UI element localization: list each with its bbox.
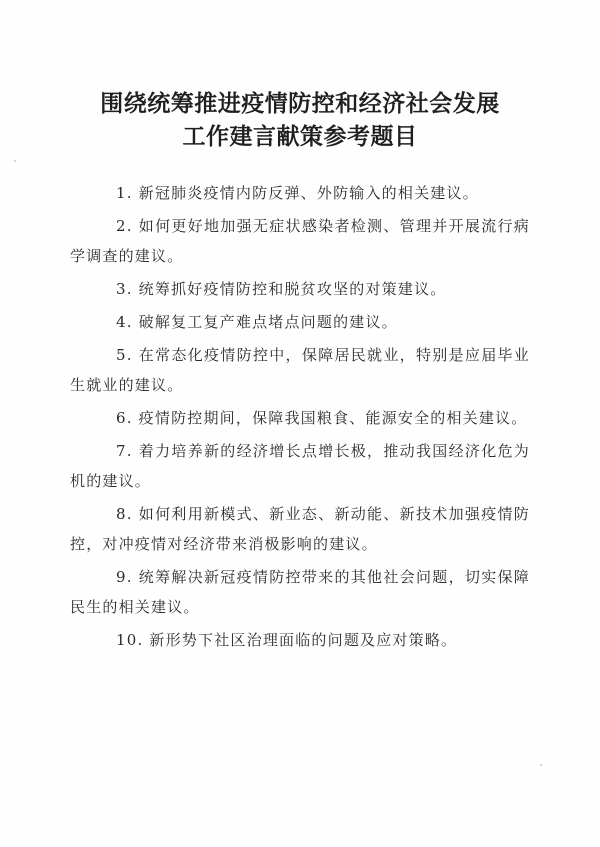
- topic-item-4: 4. 破解复工复产难点堵点问题的建议。: [116, 313, 398, 331]
- topic-item-7: 7. 着力培养新的经济增长点增长极，推动我国经济化危为机的建议。: [70, 442, 530, 490]
- document-title-line-1: 围绕统筹推进疫情防控和经济社会发展: [100, 90, 500, 117]
- scan-speck: [14, 160, 16, 162]
- topic-item-6: 6. 疫情防控期间，保障我国粮食、能源安全的相关建议。: [116, 409, 528, 427]
- topic-item-3: 3. 统筹抓好疫情防控和脱贫攻坚的对策建议。: [116, 280, 447, 298]
- topic-item-9: 9. 统筹解决新冠疫情防控带来的其他社会问题，切实保障民生的相关建议。: [70, 568, 530, 616]
- topic-item-8: 8. 如何利用新模式、新业态、新动能、新技术加强疫情防控，对冲疫情对经济带来消极影响的建议。: [70, 505, 530, 553]
- topic-item-10: 10. 新形势下社区治理面临的问题及应对策略。: [116, 631, 458, 649]
- document-title-line-2: 工作建言献策参考题目: [182, 123, 418, 150]
- topic-item-2: 2. 如何更好地加强无症状感染者检测、管理并开展流行病学调查的建议。: [70, 217, 530, 265]
- topic-item-5: 5. 在常态化疫情防控中，保障居民就业，特别是应届毕业生就业的建议。: [70, 346, 530, 394]
- topic-item-1: 1. 新冠肺炎疫情内防反弹、外防输入的相关建议。: [116, 184, 479, 202]
- scan-speck: [540, 764, 542, 766]
- topic-list: [70, 178, 530, 658]
